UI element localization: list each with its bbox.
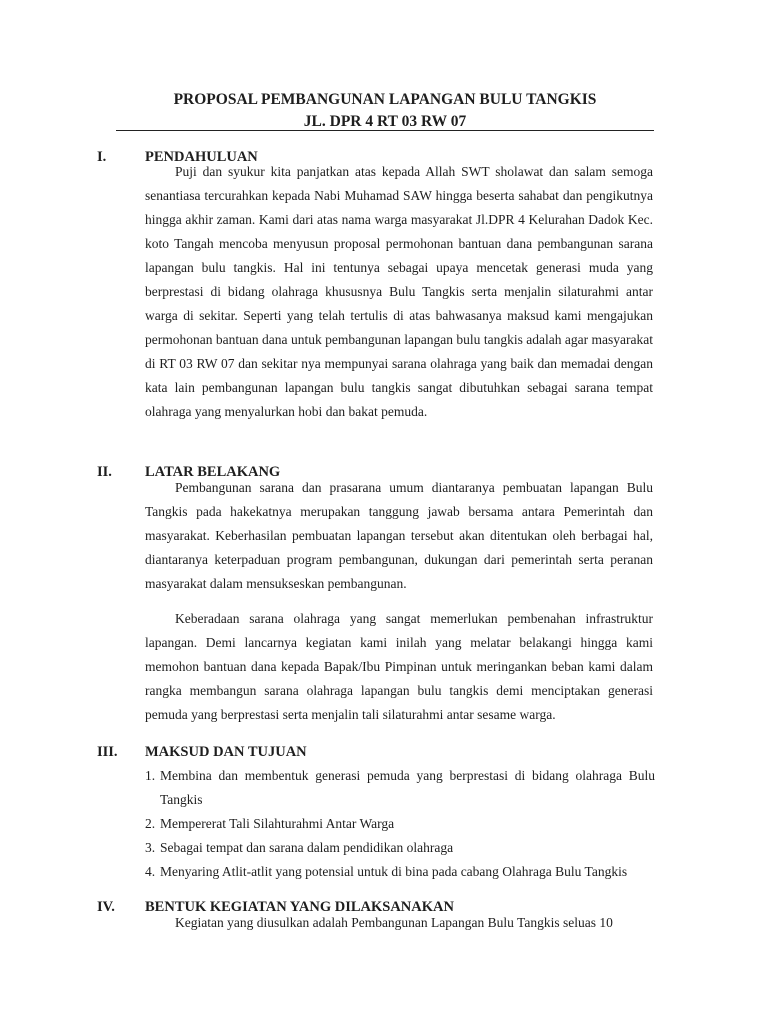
list-item [145, 860, 655, 884]
section-paragraph: Keberadaan sarana olahraga yang sangat memerlukan pembenahan infrastruktur lapangan. Demi lancarnya kegiatan kami inilah yang melatar belakangi hingga kami memohon bantuan dana kepada Bapak/Ibu Pimpinan untuk meringankan beban kami dalam rangka membangun sarana olahraga lapangan bulu tangkis demi menciptakan generasi pemuda yang berprestasi serta menjalin tali silaturahmi antar sesame warga. [145, 611, 653, 722]
document-subtitle: JL. DPR 4 RT 03 RW 07 [303, 113, 467, 130]
list-item-number: 3. [145, 840, 156, 855]
objectives-list [145, 764, 655, 884]
section-number: II. [97, 464, 112, 480]
section-number: I. [97, 149, 107, 165]
document-title: PROPOSAL PEMBANGUNAN LAPANGAN BULU TANGKIS [173, 91, 597, 108]
list-item-text: Mempererat Tali Silahturahmi Antar Warga [160, 816, 395, 831]
list-item-text: Sebagai tempat dan sarana dalam pendidikan olahraga [160, 840, 454, 855]
list-item [145, 764, 655, 812]
list-item-text: Membina dan membentuk generasi pemuda yang berprestasi di bidang olahraga Bulu Tangkis [160, 768, 655, 807]
list-item [145, 812, 655, 836]
list-item-number: 2. [145, 816, 156, 831]
section-heading: BENTUK KEGIATAN YANG DILAKSANAKAN [145, 899, 454, 915]
section-paragraph: Pembangunan sarana dan prasarana umum diantaranya pembuatan lapangan Bulu Tangkis pada hakekatnya merupakan tanggung jawab bersama antara Pemerintah dan masyarakat. Keberhasilan pembuatan lapangan tersebut akan ditentukan oleh berbagai hal, diantaranya keterpaduan program pembangunan, dukungan dari pemerintah serta peranan masyarakat dalam mensukseskan pembangunan. [145, 480, 653, 591]
section-heading: LATAR BELAKANG [145, 464, 281, 480]
list-item [145, 836, 655, 860]
list-item-number: 1. [145, 768, 156, 783]
title-underline [116, 130, 654, 131]
section-number: III. [97, 744, 118, 760]
section-heading: MAKSUD DAN TUJUAN [145, 744, 307, 760]
section-number: IV. [97, 899, 115, 915]
list-item-number: 4. [145, 864, 156, 879]
section-paragraph: Puji dan syukur kita panjatkan atas kepada Allah SWT sholawat dan salam semoga senantiasa tercurahkan kepada Nabi Muhamad SAW hingga beserta sahabat dan pengikutnya hingga akhir zaman. Kami dari atas nama warga masyarakat Jl.DPR 4 Kelurahan Dadok Kec. koto Tangah mencoba menyusun proposal permohonan bantuan dana pembangunan sarana lapangan bulu tangkis. Hal ini tentunya sebagai upaya mencetak generasi muda yang berprestasi di bidang olahraga khususnya Bulu Tangkis serta menjalin silaturahmi antar warga di sekitar. Seperti yang telah tertulis di atas bahwasanya maksud kami mengajukan permohonan bantuan dana untuk pembangunan lapangan bulu tangkis adalah agar masyarakat di RT 03 RW 07 dan sekitar nya mempunyai sarana olahraga yang baik dan memadai dengan kata lain pembangunan lapangan bulu tangkis sangat dibutuhkan sebagai sarana tempat olahraga yang menyalurkan hobi dan bakat pemuda. [145, 164, 653, 419]
list-item-text: Menyaring Atlit-atlit yang potensial untuk di bina pada cabang Olahraga Bulu Tangkis [160, 864, 628, 879]
section-heading: PENDAHULUAN [145, 149, 258, 165]
section-paragraph: Kegiatan yang diusulkan adalah Pembangunan Lapangan Bulu Tangkis seluas 10 [175, 915, 613, 930]
